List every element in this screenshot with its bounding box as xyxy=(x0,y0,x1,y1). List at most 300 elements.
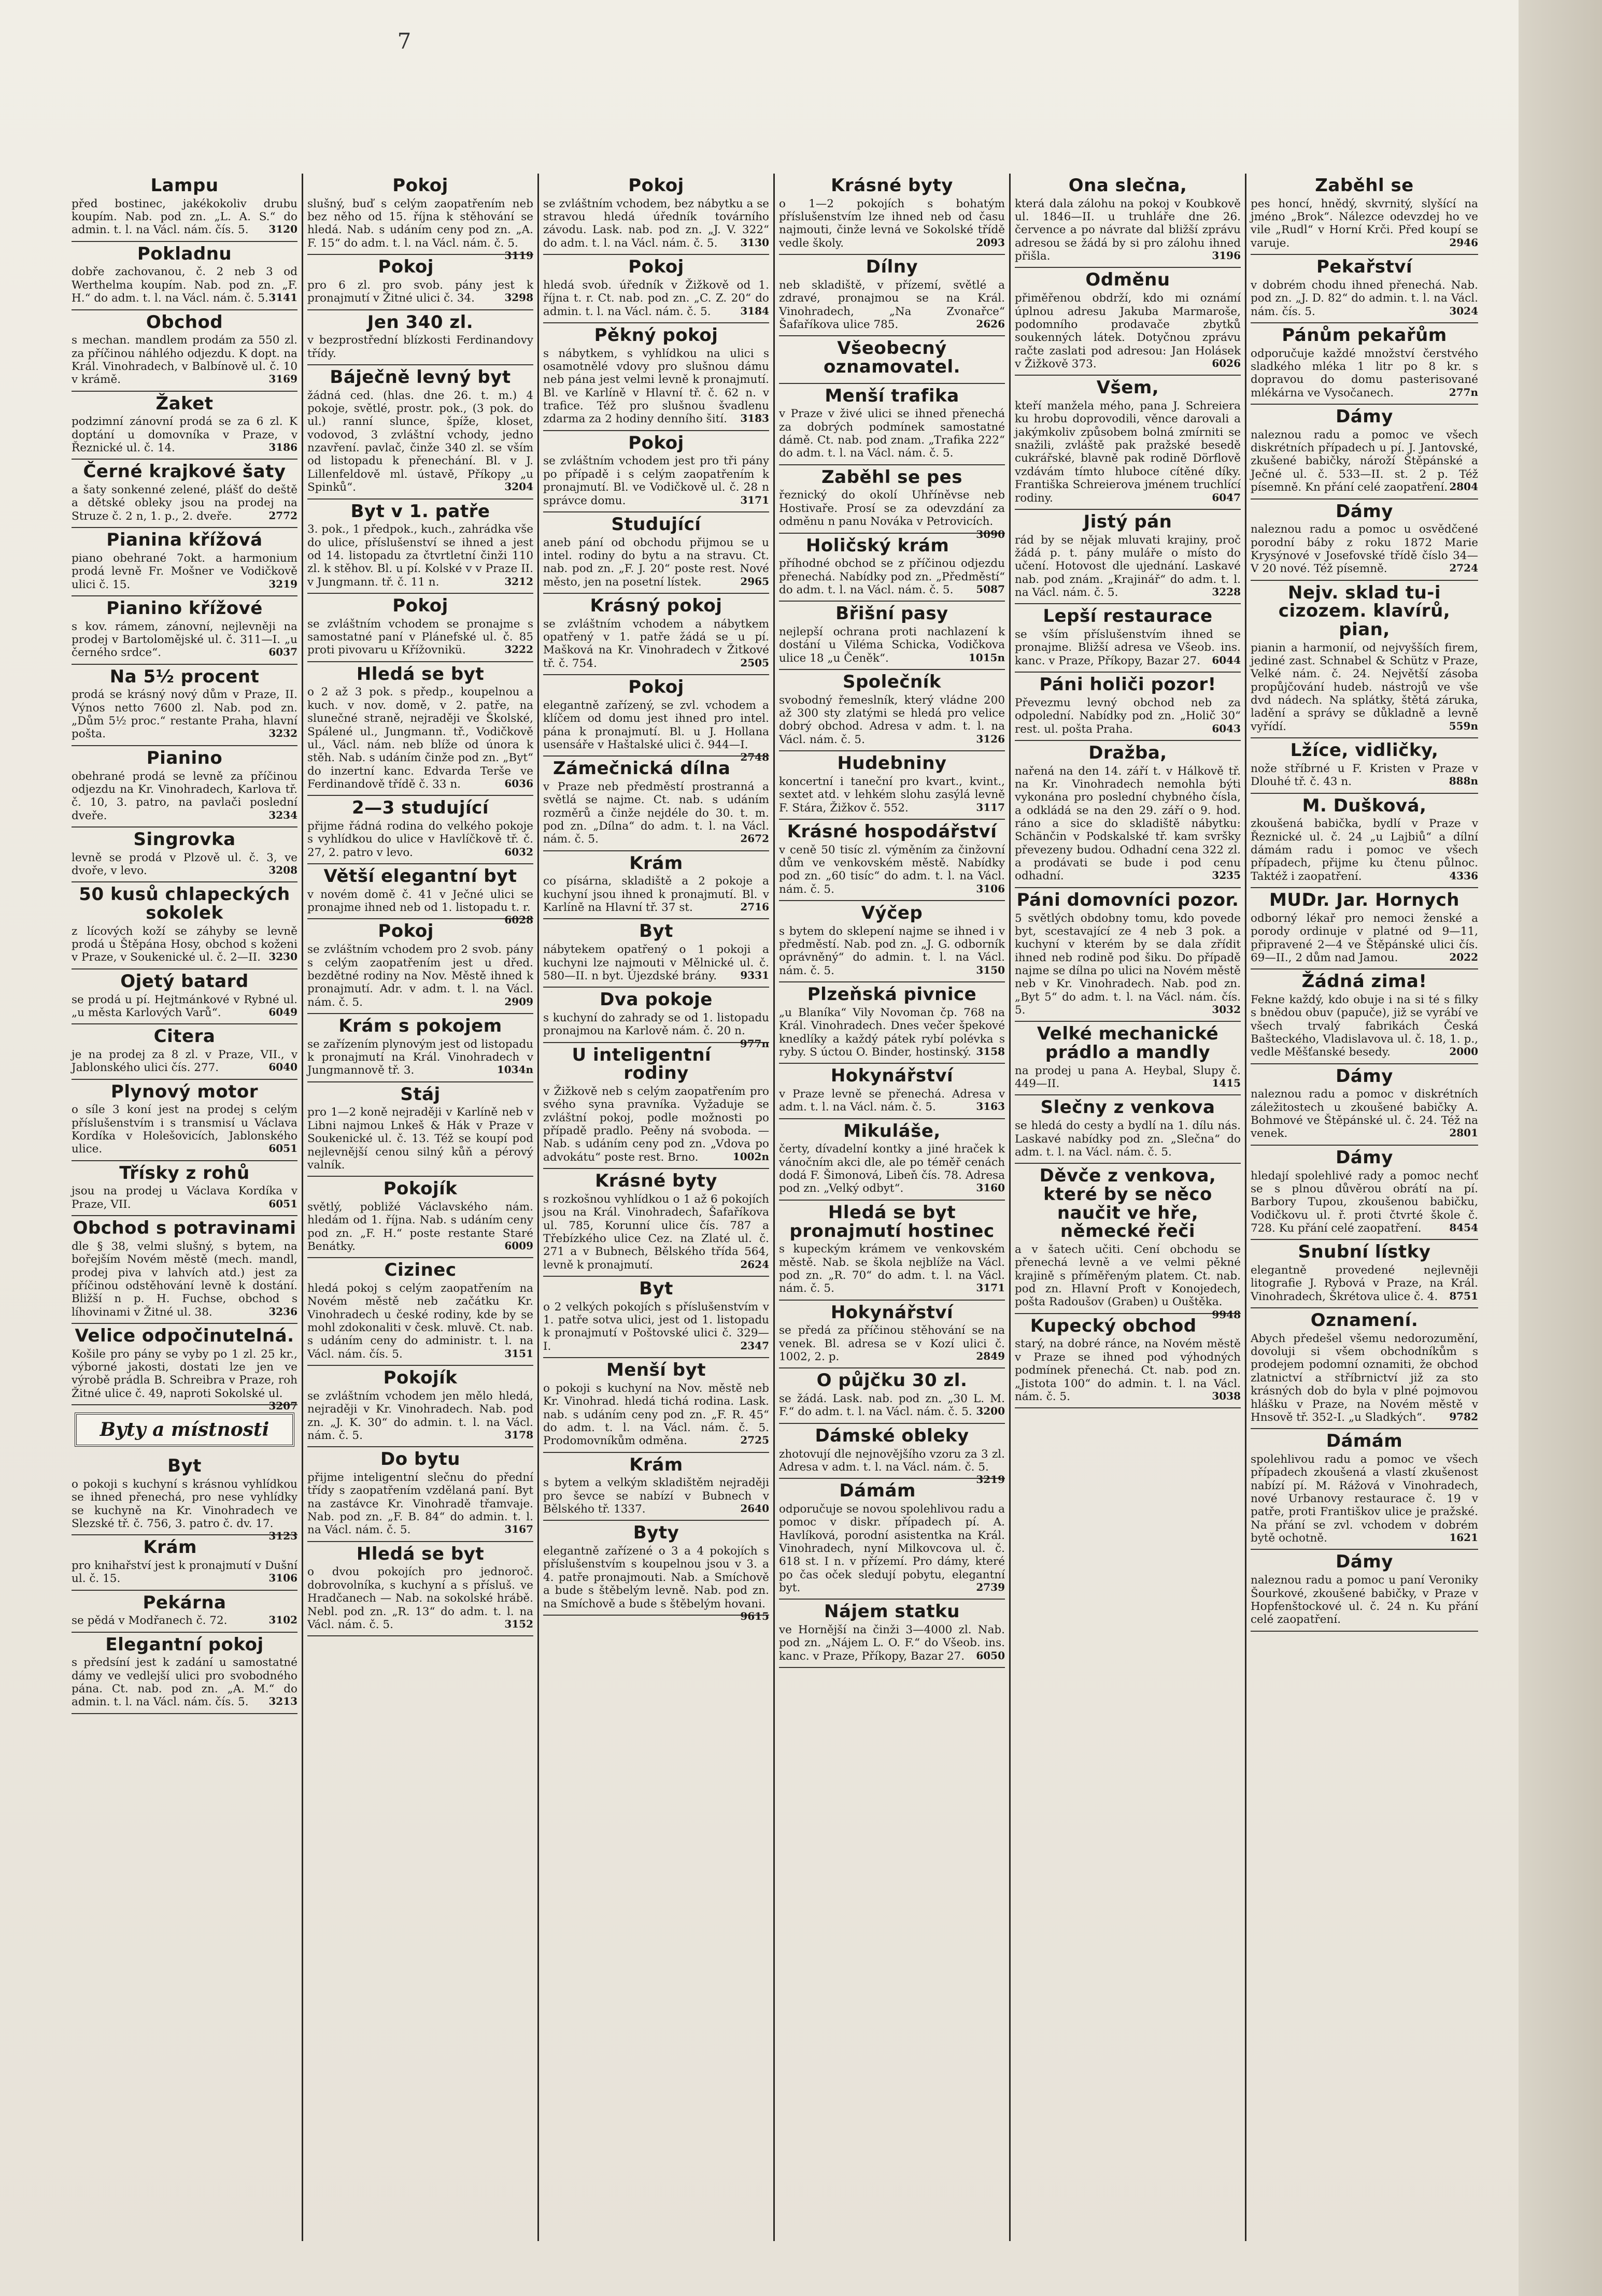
ad-heading: Nejv. sklad tu-i cizozem. klavírů, pian, xyxy=(1278,582,1451,640)
classified-ad xyxy=(1015,741,1241,888)
ad-heading: Byt xyxy=(639,921,673,942)
ad-text: z lícových koží se záhyby se levně prodá u Štěpána Hosy, obchod s koženi v Praze, v Soukenické ul. č. 2—II. 3230 xyxy=(72,924,297,964)
ad-heading: Dražba, xyxy=(1088,742,1167,763)
ad-number: 2849 xyxy=(976,1350,1005,1363)
ad-heading: Ona slečna, xyxy=(1068,175,1187,196)
ad-text: o síle 3 koní jest na prodej s celým příslušenstvím i s transmisí u Václava Kordíka v Holešovicích, Jablonského ulice. 6051 xyxy=(72,1103,297,1156)
ad-heading: Pokojík xyxy=(383,1367,458,1389)
ad-text: se zvláštním vchodem jen mělo hledá, nejraději v Kr. Vinohradech. Nab. pod zn. „J. K. 30“ do admin. t. l. na Václ. nám. č. 5. 3178 xyxy=(307,1389,533,1442)
ad-number: 3120 xyxy=(268,223,297,236)
classified-ad xyxy=(72,828,297,882)
folio-mark: 7 xyxy=(397,28,412,54)
classified-ad xyxy=(1251,1064,1478,1146)
ad-number: 888n xyxy=(1449,775,1478,788)
ad-heading: Plzeňská pivnice xyxy=(807,984,977,1005)
ad-heading: 2—3 studující xyxy=(351,797,489,819)
ad-heading: Lžíce, vidličky, xyxy=(1290,740,1439,761)
column-4 xyxy=(775,174,1011,2241)
classified-ad xyxy=(1015,174,1241,268)
ad-number: 6051 xyxy=(268,1197,297,1210)
classified-ad xyxy=(779,820,1005,901)
classified-ad xyxy=(72,528,297,596)
ad-number: 3219 xyxy=(976,1473,1005,1486)
ad-heading: Slečny z venkova xyxy=(1040,1097,1215,1118)
ad-number: 5087 xyxy=(976,582,1005,595)
ad-number: 3038 xyxy=(1212,1389,1241,1402)
ad-number: 2716 xyxy=(740,901,769,914)
classified-ad xyxy=(543,757,769,851)
classified-ad xyxy=(307,500,533,594)
ad-number: 3123 xyxy=(268,1530,297,1543)
ad-heading: Pokoj xyxy=(628,677,684,698)
ad-heading: Pokojík xyxy=(383,1178,458,1200)
classified-ad xyxy=(1015,268,1241,376)
ad-text: pianin a harmonií, od nejvyšších firem, jediné zast. Schnabel & Schütz v Praze, Velké nám. č. 24. Největší zásoba propůjčování hudeb. nástrojů ve vše dvd nádech. Na splátky, štětá záruka, ladění a správy se důkladně a levně vyřídí. 559n xyxy=(1251,641,1478,733)
ad-heading: Snubní lístky xyxy=(1298,1242,1431,1263)
classified-ad xyxy=(1015,888,1241,1022)
ad-number: 6044 xyxy=(1212,653,1241,666)
ad-text: o 1—2 pokojích s bohatým příslušenstvím lze ihned neb od času najmouti, činže levná ve Sokolské třídě vedle školy. 2093 xyxy=(779,197,1005,250)
ad-heading: Studující xyxy=(611,514,701,535)
ad-heading: Mikuláše, xyxy=(843,1120,941,1142)
ad-heading: Dámám xyxy=(839,1480,916,1502)
classified-ad xyxy=(779,174,1005,255)
ad-number: 6009 xyxy=(504,1239,533,1252)
classified-ad xyxy=(543,675,769,764)
ad-number: 2093 xyxy=(976,236,1005,249)
ad-text: zhotovují dle nejnovějšího vzoru za 3 zl. Adresa v adm. t. l. na Václ. nám. č. 5. 3219 xyxy=(779,1447,1005,1486)
ad-text: elegantně zařízený, se zvl. vchodem a klíčem od domu jest ihned pro intel. pána k pronajmutí. Bl. u J. Hollana usensáře v Haštalské ulici č. 944—I. 2748 xyxy=(543,698,769,764)
ad-text: pro 6 zl. pro svob. pány jest k pronajmutí v Žitné ulici č. 34. 3298 xyxy=(307,278,533,305)
ad-heading: Dámy xyxy=(1336,501,1393,522)
ad-heading: Pokoj xyxy=(628,175,684,196)
ad-text: před bostinec, jakékokoliv drubu koupím. Nab. pod zn. „L. A. S.“ do admin. t. l. na Václ. nám. čís. 5. 3120 xyxy=(72,197,297,237)
ad-text: se zvláštním vchodem pro 2 svob. pány s celým zaopatřením jest u dřed. bezdětné rodiny na Nov. Městě ihned k pronajmutí. Adr. v adm. t. l. na Václ. nám. č. 5. 2909 xyxy=(307,943,533,1009)
section-heading: Byty a místnosti xyxy=(75,1413,294,1447)
classified-ad xyxy=(307,594,533,662)
classified-ad xyxy=(72,460,297,528)
ad-text: se předá za příčinou stěhování se na venek. Bl. adresa se v Kozí ulici č. 1002, 2. p. 2849 xyxy=(779,1324,1005,1364)
ad-text: naleznou radu a pomoc v diskrétních záležitostech u zkoušené babičky A. Bohmové ve Štěpánské ul. č. 24. Též na venek. 2801 xyxy=(1251,1088,1478,1140)
ad-number: 3167 xyxy=(504,1523,533,1536)
ad-heading: Krásné byty xyxy=(595,1171,717,1192)
ad-number: 3235 xyxy=(1212,869,1241,882)
ad-number: 1621 xyxy=(1449,1531,1478,1544)
classified-ad xyxy=(543,431,769,512)
ad-heading: Všeobecný oznamovatel. xyxy=(823,338,961,377)
classified-ad xyxy=(779,602,1005,670)
classified-ad xyxy=(307,1542,533,1636)
ad-text: „u Blaníka“ Vily Novoman čp. 768 na Král. Vinohradech. Dnes večer špekové knedlíky a každý pátek rybí polévka s ryby. S úctou O. Binder, hostinský. 3158 xyxy=(779,1006,1005,1059)
ad-heading: Černé krajkové šaty xyxy=(83,461,286,482)
classified-ad xyxy=(72,746,297,828)
ad-number: 3090 xyxy=(976,527,1005,540)
ad-text: s mechan. mandlem prodám za 550 zl. za příčinou náhlého odjezdu. K dopt. na Král. Vinohradech, v Balbínově ul. č. 10 v krámě. 3169 xyxy=(72,334,297,387)
ad-heading: Zaběhl se pes xyxy=(821,466,962,488)
ad-heading: Výčep xyxy=(861,903,923,924)
classified-ad xyxy=(543,174,769,255)
ad-text: a šaty sonkenné zelené, plášť do deště a dětské obleky jsou na prodej na Struze č. 2 n, 1. p., 2. dveře. 2772 xyxy=(72,483,297,523)
ad-text: o pokoji s kuchyní s krásnou vyhlídkou se ihned přenechá, pro nese vyhlídky se kuchyně na Kr. Vinohradech ve Slezské tř. č. 756, 3. patro č. dv. 17. 3123 xyxy=(72,1477,297,1543)
ad-number: 2347 xyxy=(740,1339,769,1352)
ad-text: o pokoji s kuchyní na Nov. městě neb Kr. Vinohrad. hledá tichá rodina. Lask. nab. s udáním ceny pod zn. „F. R. 45“ do adm. t. l. na Václ. nám. č. 5. Prodomovníkům odměna. 2725 xyxy=(543,1381,769,1448)
ad-number: 3213 xyxy=(268,1695,297,1708)
ad-heading: Pokoj xyxy=(378,921,434,942)
ad-number: 3171 xyxy=(976,1281,1005,1294)
ad-heading: Byt xyxy=(167,1456,202,1477)
classified-ad xyxy=(779,384,1005,465)
ad-text: co písárna, skladiště a 2 pokoje a kuchyní jsou ihned k pronajmutí. Bl. v Karlíně na Hlavní tř. 37 st. 2716 xyxy=(543,875,769,915)
classified-ad xyxy=(307,919,533,1014)
classified-ad xyxy=(779,1479,1005,1600)
ad-text: řeznický do okolí Uhříněvse neb Hostivaře. Prosí se za odevzdání za odměnu n panu Nováka v Petrovicích. 3090 xyxy=(779,489,1005,540)
ad-number: 977n xyxy=(740,1037,769,1050)
ad-number: 9331 xyxy=(740,968,769,981)
ad-text: na prodej u pana A. Heybal, Slupy č. 449—II. 1415 xyxy=(1015,1064,1241,1091)
classified-ad xyxy=(1251,969,1478,1064)
ad-number: 3158 xyxy=(976,1045,1005,1058)
ad-text: a v šatech učiti. Cení obchodu se přenechá levně a ve velmi pěkné krajině s příměřeným platem. Ct. nab. pod zn. Hlavní Proft v Konojedech, pošta Radoušov (Graben) u Ouštěka. 9948 xyxy=(1015,1243,1241,1321)
ad-heading: Krám s pokojem xyxy=(338,1015,502,1036)
ad-heading: Singrovka xyxy=(133,829,236,850)
ad-heading: Hudebniny xyxy=(837,753,947,774)
ad-heading: Báječně levný byt xyxy=(330,366,511,388)
ad-text: v Praze levně se přenechá. Adresa v adm. t. l. na Václ. nám. č. 5. 3163 xyxy=(779,1088,1005,1114)
ad-text: piano obehrané 7okt. a harmonium prodá levně Fr. Mošner ve Vodičkově ulici č. 15. 3219 xyxy=(72,551,297,591)
ad-number: 3228 xyxy=(1212,586,1241,598)
ad-heading: Krásné byty xyxy=(831,175,953,196)
ad-number: 2965 xyxy=(740,575,769,588)
ad-text: se zvláštním vchodem a nábytkem opatřený v 1. patře žádá se u pí. Mašková na Kr. Vinohradech v Žitkové tř. č. 754. 2505 xyxy=(543,617,769,670)
ad-text: s bytem do sklepení najme se ihned i v předměstí. Nab. pod zn. „J. G. odborník oprávněný“ do admin. t. l. na Václ. nám. č. 5. 3150 xyxy=(779,924,1005,977)
ad-text: koncertní i taneční pro kvart., kvint., sextet atd. v lehkém slohu zasýlá levně F. Stára, Žižkov č. 552. 3117 xyxy=(779,775,1005,815)
ad-text: dle § 38, velmi slušný, s bytem, na bořejším Novém městě (mech. mandl, prodej piva v lahvích atd.) jest za příčinou odstěhování levně k dostání. Bližší n p. H. Fuchse, obchod s líhovinami v Žitné ul. 38. 3236 xyxy=(72,1239,297,1319)
ad-text: pro 1—2 koně nejraději v Karlíně neb v Libni najmou Lnkeš & Hák v Praze v Soukenické ul. č. 13. Též se koupí pod nejlevnější cenou silný kůň a pérový valník. xyxy=(307,1106,533,1172)
classified-columns xyxy=(67,174,1485,2241)
ad-number: 3186 xyxy=(268,441,297,454)
classified-ad xyxy=(779,1064,1005,1119)
ad-heading: Pianino křížové xyxy=(106,597,263,619)
ad-number: 3208 xyxy=(268,864,297,877)
classified-ad xyxy=(307,1366,533,1447)
ad-heading: O půjčku 30 zl. xyxy=(816,1370,968,1391)
ad-number: 1415 xyxy=(1212,1077,1241,1090)
ad-text: s kuchyní do zahrady se od 1. listopadu pronajmou na Karlově nám. č. 20 n. 977n xyxy=(543,1011,769,1050)
classified-ad xyxy=(1015,1095,1241,1164)
classified-ad xyxy=(72,882,297,969)
ad-heading: Byty xyxy=(633,1522,679,1544)
classified-ad xyxy=(307,1082,533,1177)
classified-ad xyxy=(543,1358,769,1452)
classified-ad xyxy=(307,255,533,310)
ad-text: se vším příslušenstvím ihned se pronajme. Bližší adresa ve Všeob. ins. kanc. v Praze, Příkopy, Bazar 27. 6044 xyxy=(1015,628,1241,667)
ad-number: 2022 xyxy=(1449,950,1478,963)
ad-number: 1015n xyxy=(968,651,1005,664)
ad-number: 2672 xyxy=(740,832,769,845)
ad-text: pes honcí, hnědý, skvrnitý, slyšící na jméno „Brok“. Nálezce odevzdej ho ve vile „Rudl“ v Horní Krči. Před koupí se varuje. 2946 xyxy=(1251,197,1478,250)
ad-number: 3151 xyxy=(504,1347,533,1360)
classified-ad xyxy=(1251,1550,1478,1631)
page-edge xyxy=(1519,0,1602,2296)
classified-ad xyxy=(543,1521,769,1622)
ad-number: 6036 xyxy=(504,777,533,790)
column-1 xyxy=(67,174,303,2241)
ad-heading: Pánům pekařům xyxy=(1282,324,1447,346)
ad-text: přijme inteligentní slečnu do přední třídy s zaopatřením vzdělaná paní. Byt na zastávce Kr. Vinohradě třamvaje. Nab. pod zn. „F. B. 84“ do admin. t. l. na Václ. nám. č. 5. 3167 xyxy=(307,1471,533,1537)
ad-heading: Pokoj xyxy=(628,432,684,453)
ad-text: s kov. rámem, zánovní, nejlevněji na prodej v Bartolomějské ul. č. 311—I. „u černého srdce“. 6037 xyxy=(72,620,297,660)
ad-number: 3150 xyxy=(976,963,1005,976)
ad-number: 6040 xyxy=(268,1061,297,1074)
ad-text: příhodné obchod se z příčinou odjezdu přenechá. Nabídky pod zn. „Předměstí“ do adm. t. l. na Václ. nám. č. 5. 5087 xyxy=(779,557,1005,596)
ad-heading: Dámy xyxy=(1336,1065,1393,1087)
ad-heading: Do bytu xyxy=(380,1449,460,1470)
ad-text: v ceně 50 tisíc zl. výměním za činžovní dům ve venkovském městě. Nabídky pod zn. „60 tisíc“ do adm. t. l. na Václ. nám. č. 5. 3106 xyxy=(779,843,1005,896)
classified-ad xyxy=(307,1447,533,1542)
ad-number: 3236 xyxy=(268,1305,297,1318)
ad-text: elegantně zařízené o 3 a 4 pokojích s příslušenstvím s koupelnou jsou v 3. a 4. patře pronajmouti. Nab. a Smíchově a bude s štěbelým levně. Nab. pod zn. na Smíchově a bude s štěbelým hovani. 9615 xyxy=(543,1545,769,1622)
ad-heading: Krám xyxy=(143,1537,197,1558)
ad-number: 3196 xyxy=(1212,249,1241,262)
ad-text: naleznou radu a pomoc u osvědčené porodní báby z roku 1872 Marie Krysýnové v Josefovské třídě číslo 34—V 20 nové. Též písemně. 2724 xyxy=(1251,523,1478,576)
ad-text: naleznou radu a pomoc u paní Veroniky Šourkové, zkoušené babičky, v Praze v Hopfenštockové ul. č. 24 n. Ku přání celé zaopatření. xyxy=(1251,1574,1478,1627)
ad-number: 2725 xyxy=(740,1434,769,1447)
ad-number: 2626 xyxy=(976,317,1005,330)
ad-text: aneb pání od obchodu přijmou se u intel. rodiny do bytu a na stravu. Ct. nab. pod zn. „F. J. 20“ poste rest. Nové město, jen na posetní lístek. 2965 xyxy=(543,536,769,589)
classified-ad xyxy=(307,365,533,500)
ad-heading: Žádná zima! xyxy=(1301,971,1427,992)
classified-ad xyxy=(72,969,297,1024)
ad-text: svobodný řemeslník, který vládne 200 až 300 sty zlatými se hledá pro velice dobrý obchod. Adresa v adm. t. l. na Václ. nám. č. 5. 3126 xyxy=(779,693,1005,746)
ad-heading: Na 5½ procent xyxy=(109,666,260,687)
ad-text: Převezmu levný obchod neb za odpolední. Nabídky pod zn. „Holič 30“ rest. ul. pošta Praha. 6043 xyxy=(1015,696,1241,736)
classified-ad xyxy=(307,1014,533,1082)
ad-number: 6037 xyxy=(268,646,297,659)
classified-ad xyxy=(543,988,769,1050)
classified-ad xyxy=(1251,500,1478,581)
ad-heading: Pokoj xyxy=(628,256,684,278)
ad-number: 3102 xyxy=(268,1614,297,1627)
classified-ad xyxy=(1015,673,1241,741)
ad-number: 6028 xyxy=(504,914,533,926)
classified-ad xyxy=(72,1161,297,1216)
ad-text: v Praze v živé ulici se ihned přenechá za dobrých podmínek samostatné dámě. Ct. nab. pod znam. „Trafika 222“ do adm. t. l. na Václ. nám. č. 5. xyxy=(779,407,1005,460)
classified-ad xyxy=(72,242,297,310)
ad-text: o dvou pokojích pro jednoroč. dobrovolníka, s kuchyní a s přísluš. ve Hradčanech — Nab. na sokolské hrábě. Nebl. pod zn. „R. 13“ do adm. t. l. na Václ. nám. č. 5. 3152 xyxy=(307,1565,533,1631)
ad-heading: Menší trafika xyxy=(825,385,959,406)
ad-heading: Břišní pasy xyxy=(835,603,948,624)
ad-heading: Hledá se byt xyxy=(356,1543,485,1564)
classified-ad xyxy=(72,174,297,242)
ad-number: 3183 xyxy=(740,412,769,425)
ad-number: 3106 xyxy=(976,882,1005,895)
classified-ad xyxy=(779,1201,1005,1301)
classified-ad xyxy=(543,323,769,431)
ad-text: neb skladiště, v přízemí, světlé a zdravé, pronajmou se na Král. Vinohradech, „Na Zvonařce“ Šafaříkova ulice 785. 2626 xyxy=(779,278,1005,331)
ad-heading: Lampu xyxy=(150,175,219,196)
classified-ad xyxy=(779,534,1005,602)
ad-text: jsou na prodej u Václava Kordíka v Praze, VII. 6051 xyxy=(72,1185,297,1211)
classified-ad xyxy=(1015,1022,1241,1095)
classified-ad xyxy=(72,1454,297,1543)
ad-heading: Dámy xyxy=(1336,1551,1393,1573)
ad-text: se zvláštním vchodem jest pro tři pány po případě i s celým zaopatřením k pronajmutí. Bl. ve Vodičkově ul. č. 28 n správce domu. 3171 xyxy=(543,454,769,507)
ad-number: 2624 xyxy=(740,1258,769,1271)
ad-text: Fekne každý, kdo obuje i na si té s filky s bnědou obuv (papuče), již se vyrábí ve všech trvalý fabrikách Česká Bašteckého, Vladislavova ul. č. 18, 1. p., vedle Měšťanské besedy. 2000 xyxy=(1251,993,1478,1059)
classified-ad xyxy=(1015,604,1241,673)
classified-ad xyxy=(779,465,1005,540)
ad-heading: Elegantní pokoj xyxy=(105,1634,264,1655)
ad-number: 3212 xyxy=(504,575,533,588)
classified-ad xyxy=(1015,1314,1241,1408)
ad-number: 2946 xyxy=(1449,236,1478,249)
ad-text: elegantně provedené nejlevněji litografie J. Rybová v Praze, na Král. Vinohradech, Škrétova ulice č. 4. 8751 xyxy=(1251,1264,1478,1303)
ad-number: 3230 xyxy=(268,950,297,963)
ad-heading: Obchod xyxy=(146,311,223,333)
ad-heading: Pianino xyxy=(146,747,223,768)
ad-text: se zařízením plynovým jest od listopadu k pronajmutí na Král. Vinohradech v Jungmannově tř. 3. 1034n xyxy=(307,1037,533,1077)
ad-number: 3119 xyxy=(504,249,533,262)
ad-text: nábytekem opatřený o 1 pokoji a kuchyni lze najmouti v Mělnické ul. č. 580—II. n byt. Újezdské brány. 9331 xyxy=(543,943,769,982)
ad-number: 3184 xyxy=(740,304,769,317)
ad-heading: Lepší restaurace xyxy=(1043,606,1213,627)
ad-text: slušný, buď s celým zaopatřením neb bez něho od 15. října k stěhování se hledá. Nab. s udáním ceny pod zn. „A. F. 15“ do adm. t. l. na Václ. nám. č. 5. 3119 xyxy=(307,197,533,262)
ad-heading: Společník xyxy=(842,672,942,693)
ad-number: 3160 xyxy=(976,1181,1005,1194)
classified-ad xyxy=(1251,888,1478,969)
classified-ad xyxy=(307,864,533,926)
ad-heading: Dílny xyxy=(866,256,918,278)
classified-ad xyxy=(1015,376,1241,510)
ad-number: 3171 xyxy=(740,493,769,506)
ad-heading: Krám xyxy=(629,852,683,874)
ad-text: nože stříbrné u F. Kristen v Praze v Dlouhé tř. č. 43 n. 888n xyxy=(1251,762,1478,789)
ad-heading: Pianina křížová xyxy=(106,530,263,551)
classified-ad xyxy=(307,174,533,262)
ad-text: Košile pro pány se vyby po 1 zl. 25 kr., výborné jakosti, dostati lze jen ve výrobě prádla B. Schreibra v Praze, roh Žitné ulice č. 49, naproti Sokolské ul. 3207 xyxy=(72,1347,297,1413)
classified-ad xyxy=(1251,794,1478,888)
ad-heading: 50 kusů chlapeckých sokolek xyxy=(79,884,290,924)
ad-number: 2000 xyxy=(1449,1045,1478,1058)
ad-heading: Dámám xyxy=(1326,1431,1403,1452)
ad-heading: Hokynářství xyxy=(830,1065,954,1087)
ad-number: 1002n xyxy=(732,1150,769,1163)
ad-heading: Všem, xyxy=(1096,377,1159,398)
ad-text: v dobrém chodu ihned přenechá. Nab. pod zn. „J. D. 82“ do admin. t. l. na Václ. nám. čís. 5. 3024 xyxy=(1251,278,1478,318)
ad-number: 3152 xyxy=(504,1617,533,1630)
classified-ad xyxy=(307,662,533,796)
ad-heading: Jistý pán xyxy=(1083,511,1172,532)
ad-text: se zvláštním vchodem se pronajme s samostatné paní v Plánefské ul. č. 85 proti pivovaru u Křížovnikü. 3222 xyxy=(307,617,533,657)
ad-heading: Citera xyxy=(153,1026,216,1047)
ad-heading: Krásné hospodářství xyxy=(787,821,997,842)
classified-ad xyxy=(543,512,769,594)
ad-heading: Pokladnu xyxy=(137,243,232,264)
ad-heading: Dámské obleky xyxy=(815,1425,969,1446)
ad-heading: Pěkný pokoj xyxy=(594,324,718,346)
ad-heading: Hledá se byt pronajmutí hostinec xyxy=(789,1202,995,1242)
ad-number: 8454 xyxy=(1449,1221,1478,1234)
ad-heading: Hledá se byt xyxy=(356,663,485,684)
classified-ad xyxy=(72,1633,297,1714)
ad-text: v novém domě č. 41 v Ječné ulici se pronajme ihned neb od 1. listopadu t. r. 6028 xyxy=(307,888,533,926)
ad-text: žádná ced. (hlas. dne 26. t. m.) 4 pokoje, světlé, prostr. pok., (3 pok. do ul.) ranní slunce, špíže, kloset, vodovod, 3 zvláštní vchody, jedno nzavření. pavlač, činže 340 zl. se vším od listopadu k přenechání. Bl. v J. Lillenfeldově ml. ústavě, Příkopy „u Spinků“. 3204 xyxy=(307,389,533,494)
classified-ad xyxy=(779,1301,1005,1369)
ad-text: pro knihařství jest k pronajmutí v Dušní ul. č. 15. 3106 xyxy=(72,1559,297,1586)
ad-number: 2505 xyxy=(740,656,769,669)
ad-heading: Jen 340 zl. xyxy=(367,311,474,333)
ad-number: 6032 xyxy=(504,845,533,858)
ad-number: 559n xyxy=(1449,719,1478,732)
classified-ad xyxy=(779,1119,1005,1201)
ad-heading: Dámy xyxy=(1336,406,1393,427)
classified-ad xyxy=(72,1591,297,1633)
classified-ad xyxy=(72,665,297,746)
classified-ad xyxy=(1251,1429,1478,1550)
ad-number: 9948 xyxy=(1212,1308,1241,1321)
classified-ad xyxy=(72,596,297,665)
classified-ad xyxy=(1251,738,1478,793)
ad-number: 3234 xyxy=(268,808,297,821)
ad-text: obehrané prodá se levně za příčinou odjezdu na Kr. Vinohradech, Karlova tř. č. 10, 3. patro, na pavlači poslední dveře. 3234 xyxy=(72,769,297,822)
ad-text: spolehlivou radu a pomoc ve všech případech zkoušená a vlastí zkušenost nabízí pí. M. Rážová v Vinohradech, nové Urbanovy restaurace č. 19 v patře, proti Františkov ulice je pražské. Na přání se zvl. vchodem v dobrém bytě ochotně. 1621 xyxy=(1251,1452,1478,1545)
ad-text: hledá svob. úředník v Žižkově od 1. října t. r. Ct. nab. pod zn. „C. Z. 20“ do admin. t. l. na Václ. nám. č. 5. 3184 xyxy=(543,278,769,318)
ad-text: prodá se krásný nový dům v Praze, II. Výnos netto 7600 zl. Nab. pod zn. „Dům 5½ proc.“ restante Praha, hlavní pošta. 3232 xyxy=(72,688,297,741)
classified-ad xyxy=(72,1535,297,1590)
ad-heading: Cizinec xyxy=(384,1260,457,1281)
ad-heading: Velké mechanické prádlo a mandly xyxy=(1037,1023,1219,1063)
ad-heading: Pokoj xyxy=(392,175,448,196)
classified-ad xyxy=(779,336,1005,383)
ad-text: starý, na dobré ránce, na Novém městě v Praze se ihned pod výhodných podmínek přenechá. Ct. nab. pod zn. „Jistota 100“ do admin. t. l. na Václ. nám. č. 5. 3038 xyxy=(1015,1337,1241,1403)
classified-ad xyxy=(72,1324,297,1413)
ad-text: s předsíní jest k zadání u samostatné dámy ve vedlejší ulici pro svobodného pána. Ct. nab. pod zn. „A. M.“ do admin. t. l. na Václ. nám. čís. 5. 3213 xyxy=(72,1656,297,1709)
ad-heading: MUDr. Jar. Hornych xyxy=(1269,890,1459,911)
ad-heading: Dva pokoje xyxy=(600,989,713,1010)
ad-text: 3. pok., 1 předpok., kuch., zahrádka vše do ulice, příslušenství se ihned a jest od 14. listopadu za čtvrtletní činži 110 zl. k stěhov. Bl. u pí. Kolské v v Praze II. v Jungmann. tř. č. 11 n. 3212 xyxy=(307,523,533,589)
classified-ad xyxy=(543,1277,769,1358)
ad-heading: Velice odpočinutelná. xyxy=(75,1325,294,1347)
ad-heading: Pokoj xyxy=(378,256,434,278)
classified-ad xyxy=(1251,1308,1478,1429)
classified-ad xyxy=(1251,1146,1478,1240)
ad-text: o 2 až 3 pok. s předp., koupelnou a kuch. v nov. domě, v 2. patře, na slunečné straně, nejraději ve Školské, Spálené ul., Jungmann. tř., Vodičkově ul., Václ. nám. neb blíže od února k stěh. Nab. s udáním činže pod zn. „Byt“ do inzertní kanc. Edvarda Terše ve Ferdinandově třídě č. 33 n. 6036 xyxy=(307,686,533,791)
classified-ad xyxy=(779,751,1005,820)
ad-number: 3141 xyxy=(268,291,297,304)
ad-text: hledá pokoj s celým zaopatřením na Novém městě neb začátku Kr. Vinohradech u české rodiny, kde by se mohl zdokonaliti v česk. mluvě. Ct. nab. s udáním ceny do administr. t. l. na Václ. nám. čís. 5. 3151 xyxy=(307,1282,533,1361)
ad-number: 2804 xyxy=(1449,480,1478,493)
ad-text: zkoušená babička, bydlí v Praze v Řeznické ul. č. 24 „u Lajbiů“ a dílní dámám radu i pomoc ve všech případech, přijme ku čtenu půlnoc. Taktéž i zaopatření. 4336 xyxy=(1251,817,1478,883)
ad-text: se zvláštním vchodem, bez nábytku a se stravou hledá úředník továrního závodu. Lask. nab. pod zn. „J. V. 322“ do adm. t. l. na Václ. nám. č. 5. 3130 xyxy=(543,197,769,250)
ad-heading: Plynový motor xyxy=(110,1081,259,1102)
classified-ad xyxy=(779,255,1005,336)
ad-number: 3032 xyxy=(1212,1003,1241,1016)
ad-text: o 2 velkých pokojích s příslušenstvím v 1. patře sotva ulici, jest od 1. listopadu k pronajmutí v Poštovské ulici č. 329—I. 2347 xyxy=(543,1300,769,1353)
column-2 xyxy=(303,174,539,2241)
ad-number: 4336 xyxy=(1449,869,1478,882)
ad-text: se pědá v Modřanech č. 72. 3102 xyxy=(72,1614,297,1628)
ad-text: čerty, dívadelní kontky a jiné hraček k vánočním akci dle, ale po téměř cenách dodá F. Šimonová, Libeň čís. 78. Adresa pod zn. „Velký odbyt“. 3160 xyxy=(779,1143,1005,1195)
ad-text: světlý, pobližé Václavského nám. hledám od 1. října. Nab. s udáním ceny pod zn. „F. H.“ poste restante Staré Benátky. 6009 xyxy=(307,1200,533,1253)
ad-number: 3117 xyxy=(976,801,1005,814)
classified-ad xyxy=(72,310,297,392)
classified-ad xyxy=(1251,1240,1478,1308)
ad-text: v Praze neb předměstí prostranná a světlá se najme. Ct. nab. s udáním rozměrů a činže nejdéle do 30. t. m. pod zn. „Dílna“ do adm. t. l. na Václ. nám. č. 5. 2672 xyxy=(543,780,769,846)
ad-heading: Dámy xyxy=(1336,1147,1393,1168)
classified-ad xyxy=(307,1258,533,1366)
ad-heading: Pekařství xyxy=(1316,256,1413,278)
ad-number: 2748 xyxy=(740,751,769,764)
